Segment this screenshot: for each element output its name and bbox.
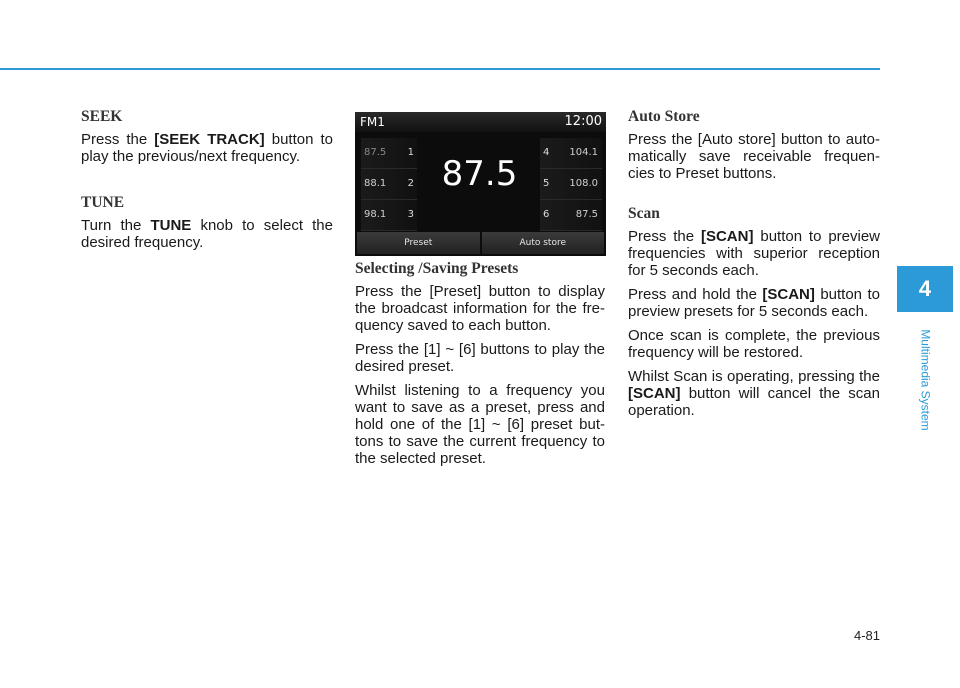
screen-header xyxy=(355,112,606,132)
page-number: 4-81 xyxy=(853,628,880,643)
preset-num: 5 xyxy=(543,178,550,189)
scan-button-ref: [SCAN] xyxy=(700,228,754,245)
scan-paragraph-1 xyxy=(628,228,880,279)
scan-paragraph-2 xyxy=(628,286,880,320)
auto-store-button: Auto store xyxy=(482,232,605,254)
preset-list-left xyxy=(361,138,417,232)
auto-store-paragraph: Press the [Auto store] button to auto-matically save receivable frequen-cies to Preset buttons. xyxy=(628,131,880,182)
header-rule xyxy=(0,68,880,70)
presets-heading: Selecting /Saving Presets xyxy=(355,260,519,277)
scan1-pre: Press the xyxy=(628,228,701,245)
preset-button-6 xyxy=(540,200,602,231)
scan-heading: Scan xyxy=(628,205,660,222)
preset-freq: 108.0 xyxy=(569,178,598,189)
column-presets xyxy=(355,260,605,474)
preset-button: Preset xyxy=(357,232,480,254)
presets-paragraph-1: Press the [Preset] button to display the broadcast information for the fre-quency saved to each button. xyxy=(355,283,605,334)
scan-button-ref: [SCAN] xyxy=(628,385,681,402)
current-frequency: 87.5 xyxy=(441,154,518,194)
presets-paragraph-3: Whilst listening to a frequency you want to save as a preset, press and hold one of the [1] ~ [6] preset but-tons to save the current frequency to the selected preset. xyxy=(355,382,605,467)
seek-text-post: button to play the previous/next frequency. xyxy=(81,131,333,165)
column-seek-tune xyxy=(81,108,333,258)
preset-freq: 98.1 xyxy=(364,209,387,220)
tune-heading: TUNE xyxy=(81,194,125,211)
chapter-label xyxy=(898,322,954,438)
scan4-pre: Whilst Scan is operating, pressing the xyxy=(628,368,880,385)
preset-num: 1 xyxy=(407,147,414,158)
preset-freq: 104.1 xyxy=(569,147,598,158)
preset-button-3 xyxy=(361,200,417,231)
chapter-label-text: Multimedia System xyxy=(919,329,933,431)
preset-num: 2 xyxy=(407,178,414,189)
screen-footer xyxy=(357,232,604,254)
preset-button-5 xyxy=(540,169,602,200)
preset-freq: 88.1 xyxy=(364,178,387,189)
seek-paragraph xyxy=(81,131,333,165)
preset-freq: 87.5 xyxy=(364,147,387,158)
tune-text-post: knob to select the desired frequency. xyxy=(81,217,333,251)
preset-button-4 xyxy=(540,138,602,169)
preset-num: 3 xyxy=(407,209,414,220)
preset-freq: 87.5 xyxy=(575,209,598,220)
column-autostore-scan xyxy=(628,108,880,426)
tune-text-pre: Turn the xyxy=(81,217,151,234)
seek-text-pre: Press the xyxy=(81,131,155,148)
scan-paragraph-4 xyxy=(628,368,880,419)
preset-num: 6 xyxy=(543,209,550,220)
scan2-pre: Press and hold the xyxy=(628,286,763,303)
seek-heading: SEEK xyxy=(81,108,123,125)
preset-button-2 xyxy=(361,169,417,200)
tune-paragraph xyxy=(81,217,333,251)
chapter-tab: 4 xyxy=(897,266,953,312)
scan4-post: button will cancel the scan operation. xyxy=(628,385,880,419)
band-label: FM1 xyxy=(360,115,385,129)
preset-button-1 xyxy=(361,138,417,169)
scan-button-ref: [SCAN] xyxy=(762,286,815,303)
tune-knob-ref: TUNE xyxy=(150,217,192,234)
auto-store-heading: Auto Store xyxy=(628,108,700,125)
radio-screen-figure xyxy=(355,112,606,256)
preset-list-right xyxy=(540,138,602,232)
preset-num: 4 xyxy=(543,147,550,158)
seek-button-ref: [SEEK TRACK] xyxy=(154,131,265,148)
scan2-post: button to preview presets for 5 seconds each. xyxy=(628,286,880,320)
presets-paragraph-2: Press the [1] ~ [6] buttons to play the desired preset. xyxy=(355,341,605,375)
clock: 12:00 xyxy=(564,114,602,129)
scan-paragraph-3: Once scan is complete, the previous frequency will be restored. xyxy=(628,327,880,361)
scan1-post: button to preview frequencies with superior reception for 5 seconds each. xyxy=(628,228,881,279)
